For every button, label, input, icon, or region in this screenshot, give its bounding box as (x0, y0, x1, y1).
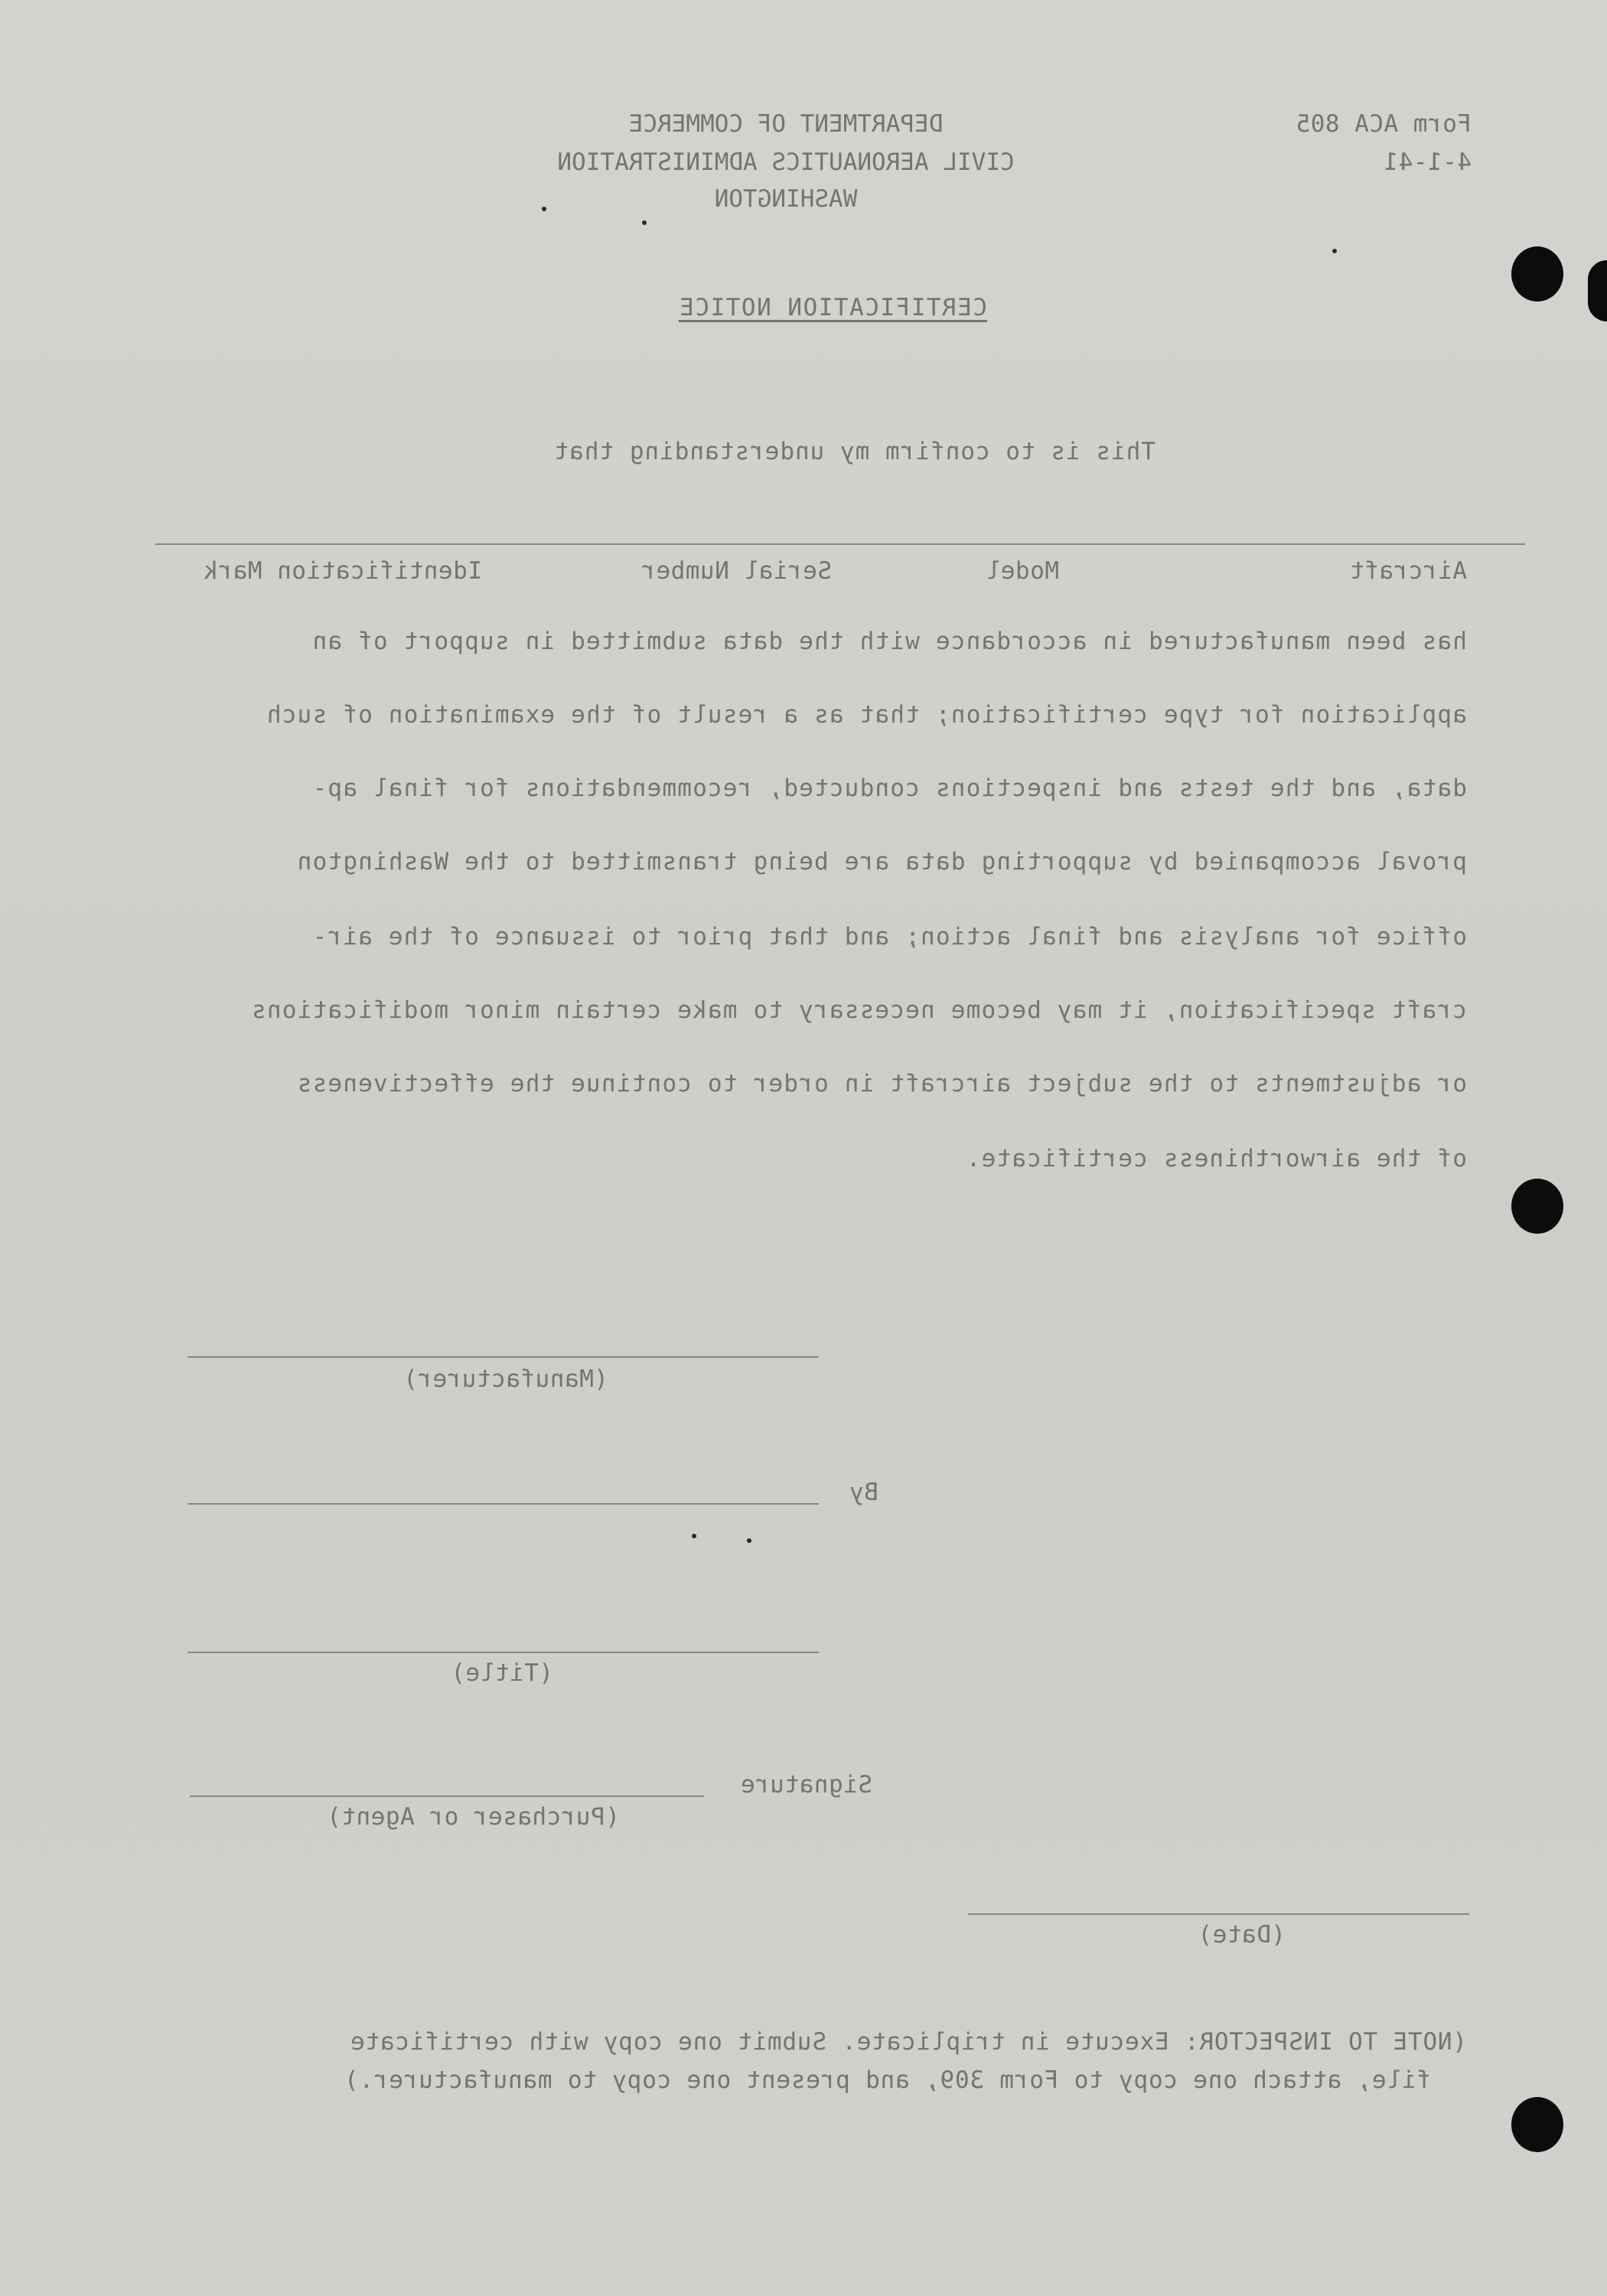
ink-speck (542, 207, 546, 211)
body-line-1: has been manufactured in accordance with the data submitted in support of an (311, 628, 1467, 655)
manufacturer-line (187, 1356, 819, 1358)
ink-speck (747, 1538, 751, 1543)
date-line (968, 1913, 1469, 1915)
body-line-3: data, and the tests and inspections conducted, recommendations for final ap- (311, 775, 1467, 802)
header-administration: CIVIL AERONAUTICS ADMINISTRATION (557, 148, 1015, 176)
title-line (187, 1652, 819, 1653)
body-line-4: proval accompanied by supporting data are being transmitted to the Washington (296, 848, 1467, 876)
signature-label: Signature (740, 1771, 872, 1799)
ink-speck (642, 220, 647, 225)
note-line-1: (NOTE TO INSPECTOR: Execute in triplicate. Submit one copy with certificate (350, 2028, 1467, 2056)
column-aircraft: Aircraft (1349, 557, 1467, 585)
by-line (187, 1503, 819, 1505)
body-line-2: application for type certification; that as a result of the examination of such (266, 701, 1467, 729)
body-line-5: office for analysis and final action; and that prior to issuance of the air- (311, 923, 1467, 951)
date-label: (Date) (1198, 1921, 1286, 1949)
note-line-2: file, attach one copy to Form 309, and present one copy to manufacturer.) (344, 2066, 1431, 2094)
form-number: Form ACA 805 (1296, 110, 1472, 138)
title-label: (Title) (450, 1659, 553, 1687)
body-line-7: or adjustments to the subject aircraft in order to continue the effectiveness (296, 1070, 1467, 1097)
body-line-6: craft specification, it may become necessary to make certain minor modifications (250, 996, 1467, 1024)
by-label: By (849, 1479, 878, 1506)
page-title: CERTIFICATION NOTICE (678, 294, 987, 321)
ink-speck (692, 1534, 696, 1538)
column-model: Model (986, 557, 1059, 585)
header-department: DEPARTMENT OF COMMERCE (628, 110, 944, 138)
manufacturer-label: (Manufacturer) (403, 1365, 608, 1393)
header-city: WASHINGTON (714, 185, 858, 213)
purchaser-label: (Purchaser or Agent) (326, 1803, 620, 1831)
ink-speck (1332, 249, 1337, 253)
body-line-8: of the airworthiness certificate. (965, 1145, 1467, 1172)
intro-text: This is to confirm my understanding that (553, 438, 1156, 465)
purchaser-line (190, 1795, 704, 1797)
aircraft-entry-line (155, 543, 1525, 545)
column-serial-number: Serial Number (641, 557, 832, 585)
column-identification-mark: Identification Mark (203, 557, 482, 585)
form-date: 4-1-41 (1384, 148, 1472, 176)
